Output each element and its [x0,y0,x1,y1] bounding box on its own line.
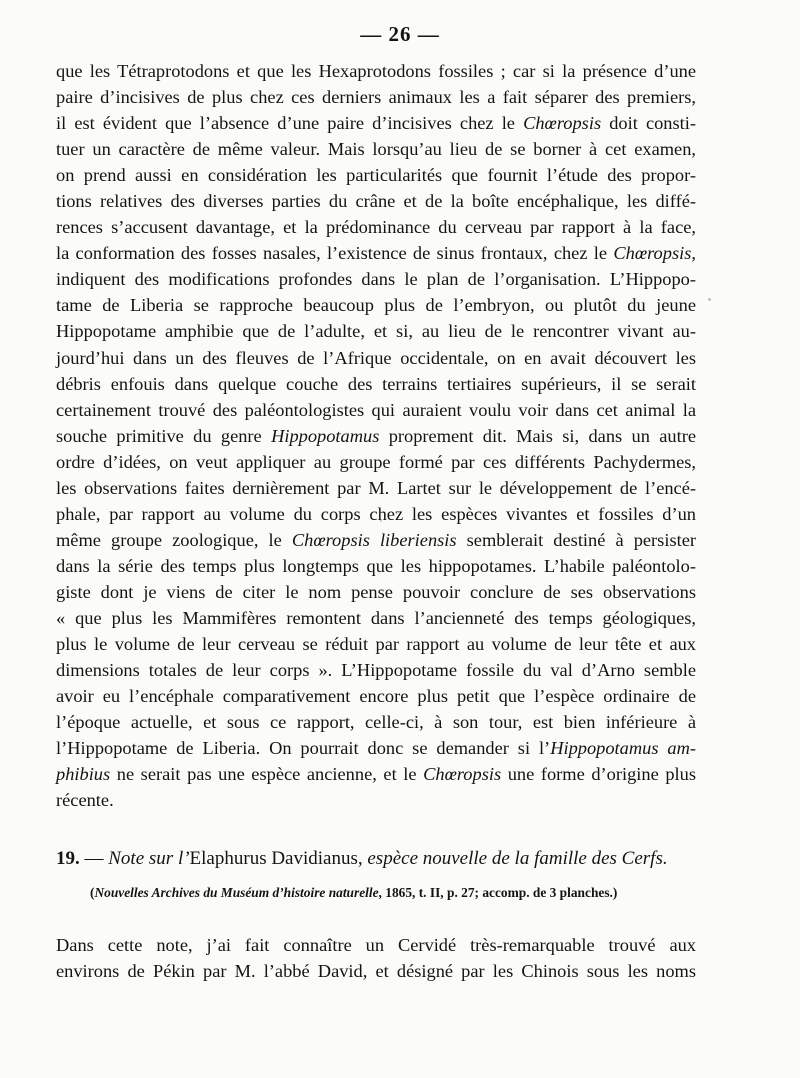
text-span: , [691,243,696,264]
text-span: même groupe zoologique, le [56,529,292,550]
citation-journal: Nouvelles Archives du Muséum d’histoire naturelle [94,885,379,900]
section-article: l’ [173,848,190,869]
text-line [56,761,696,787]
text-span: la conformation des fosses nasales, l’existence de sinus frontaux, chez le [56,243,614,264]
text-span: récente. [56,790,114,811]
italic-text: Hippopotamus [271,425,380,446]
text-span: dimensions totales de leur corps ». L’Hippopotame fossile du val d’Arno semble [56,660,696,681]
text-line [56,58,696,84]
text-span: giste dont je viens de citer le nom pense pouvoir conclure de ses observations [56,581,696,602]
paper-speck [708,298,711,301]
text-span: une forme d’origine plus [501,764,696,785]
text-line [56,657,696,683]
text-span: phale, par rapport au volume du corps chez les espèces vivantes et fossiles d’un [56,503,696,524]
text-span: doit consti- [601,113,696,134]
italic-text: Chœropsis [423,764,502,785]
italic-text: phibius [56,764,111,785]
text-line [56,527,696,553]
text-line [56,579,696,605]
text-span: tions relatives des diverses parties du crâne et de la boîte encéphalique, les diffé- [56,191,696,212]
text-line [56,136,696,162]
italic-text: Hippopotamus am- [550,738,696,759]
text-line [56,631,696,657]
text-line [56,735,696,761]
text-span: rences s’accusent davantage, et la prédominance du cerveau par rapport à la face, [56,217,696,238]
text-line [56,709,696,735]
section-dash: — [79,848,109,869]
text-line [56,475,696,501]
section-note-sur: Note sur [108,848,174,869]
text-line [56,214,696,240]
text-line [56,371,696,397]
text-span: l’époque actuelle, et sous ce rapport, celle-ci, à son tour, est bien inférieure à [56,712,696,733]
text-line [56,683,696,709]
text-span: semblerait destiné à persister [456,529,696,550]
section-heading [56,846,696,872]
italic-text: Chœropsis [613,243,692,264]
text-line [56,345,696,371]
text-span: on prend aussi en considération les particularités que fournit l’étude des propor- [56,165,696,186]
citation-details: , 1865, t. II, p. 27; accomp. de 3 planches.) [378,885,618,900]
text-span: environs de Pékin par M. l’abbé David, et désigné par les Chinois sous les noms [56,961,696,982]
text-span: avoir eu l’encéphale comparativement encore plus petit que l’espèce ordinaire de [56,686,696,707]
text-span: « que plus les Mammifères remontent dans l’ancienneté des temps géologiques, [56,607,696,628]
text-span: dans la série des temps plus longtemps que les hippopotames. L’habile paléontolo- [56,555,696,576]
section-subtitle: , espèce nouvelle de la famille des Cerfs. [357,848,668,869]
text-span: indiquent des modifications profondes dans le plan de l’organisation. L’Hippopo- [56,269,696,290]
text-span: tame de Liberia se rapproche beaucoup plus de l’embryon, ou plutôt du jeune [56,295,696,316]
text-span: les observations faites dernièrement par M. Lartet sur le développement de l’encé- [56,477,696,498]
text-span: proprement dit. Mais si, dans un autre [379,425,696,446]
text-line [56,110,696,136]
text-line [56,397,696,423]
citation-open: ( [90,885,95,900]
text-span: tuer un caractère de même valeur. Mais lorsqu’au lieu de se borner à cet examen, [56,139,696,160]
italic-text: Chœropsis [523,113,602,134]
text-line [56,240,696,266]
text-span: plus le volume de leur cerveau se réduit par rapport au volume de leur tête et aux [56,634,696,655]
text-line [56,787,696,813]
body-paragraph-1 [56,58,696,813]
text-line [56,188,696,214]
text-span: paire d’incisives de plus chez ces derniers animaux les a fait séparer des premiers, [56,87,696,108]
text-span: débris enfouis dans quelque couche des terrains tertiaires supérieurs, il se serait [56,373,696,394]
text-span: ne serait pas une espèce ancienne, et le [110,764,424,785]
italic-text: Chœropsis liberiensis [291,529,457,550]
text-span: ordre d’idées, on veut appliquer au groupe formé par ces différents Pachydermes, [56,451,696,472]
text-line [56,958,696,984]
text-span: certainement trouvé des paléontologistes qui auraient voulu voir dans cet animal la [56,399,696,420]
page-number: — 26 — [360,22,440,46]
paper-speck [380,520,382,522]
text-line [56,423,696,449]
text-span: souche primitive du genre [56,425,272,446]
text-line [56,162,696,188]
text-line [56,266,696,292]
text-span: Hippopotame amphibie que de l’adulte, et si, au lieu de le rencontrer vivant au- [56,321,696,342]
text-line [56,292,696,318]
text-line [56,84,696,110]
text-line [56,553,696,579]
text-span: l’Hippopotame de Liberia. On pourrait donc se demander si l’ [56,738,551,759]
text-line [56,605,696,631]
section-species-name: Elaphurus Davidianus [189,848,358,869]
text-line [56,318,696,344]
body-paragraph-2 [56,932,696,984]
section-number: 19. [56,848,80,869]
text-span: il est évident que l’absence d’une paire d’incisives chez le [56,113,524,134]
text-span: Dans cette note, j’ai fait connaître un Cervidé très-remarquable trouvé aux [56,935,696,955]
text-span: jourd’hui dans un des fleuves de l’Afrique occidentale, on en avait découvert les [56,347,696,368]
text-line [56,501,696,527]
citation-reference [90,883,690,903]
text-line [56,932,696,958]
text-line [56,449,696,475]
text-span: que les Tétraprotodons et que les Hexaprotodons fossiles ; car si la présence d’une [56,61,696,81]
